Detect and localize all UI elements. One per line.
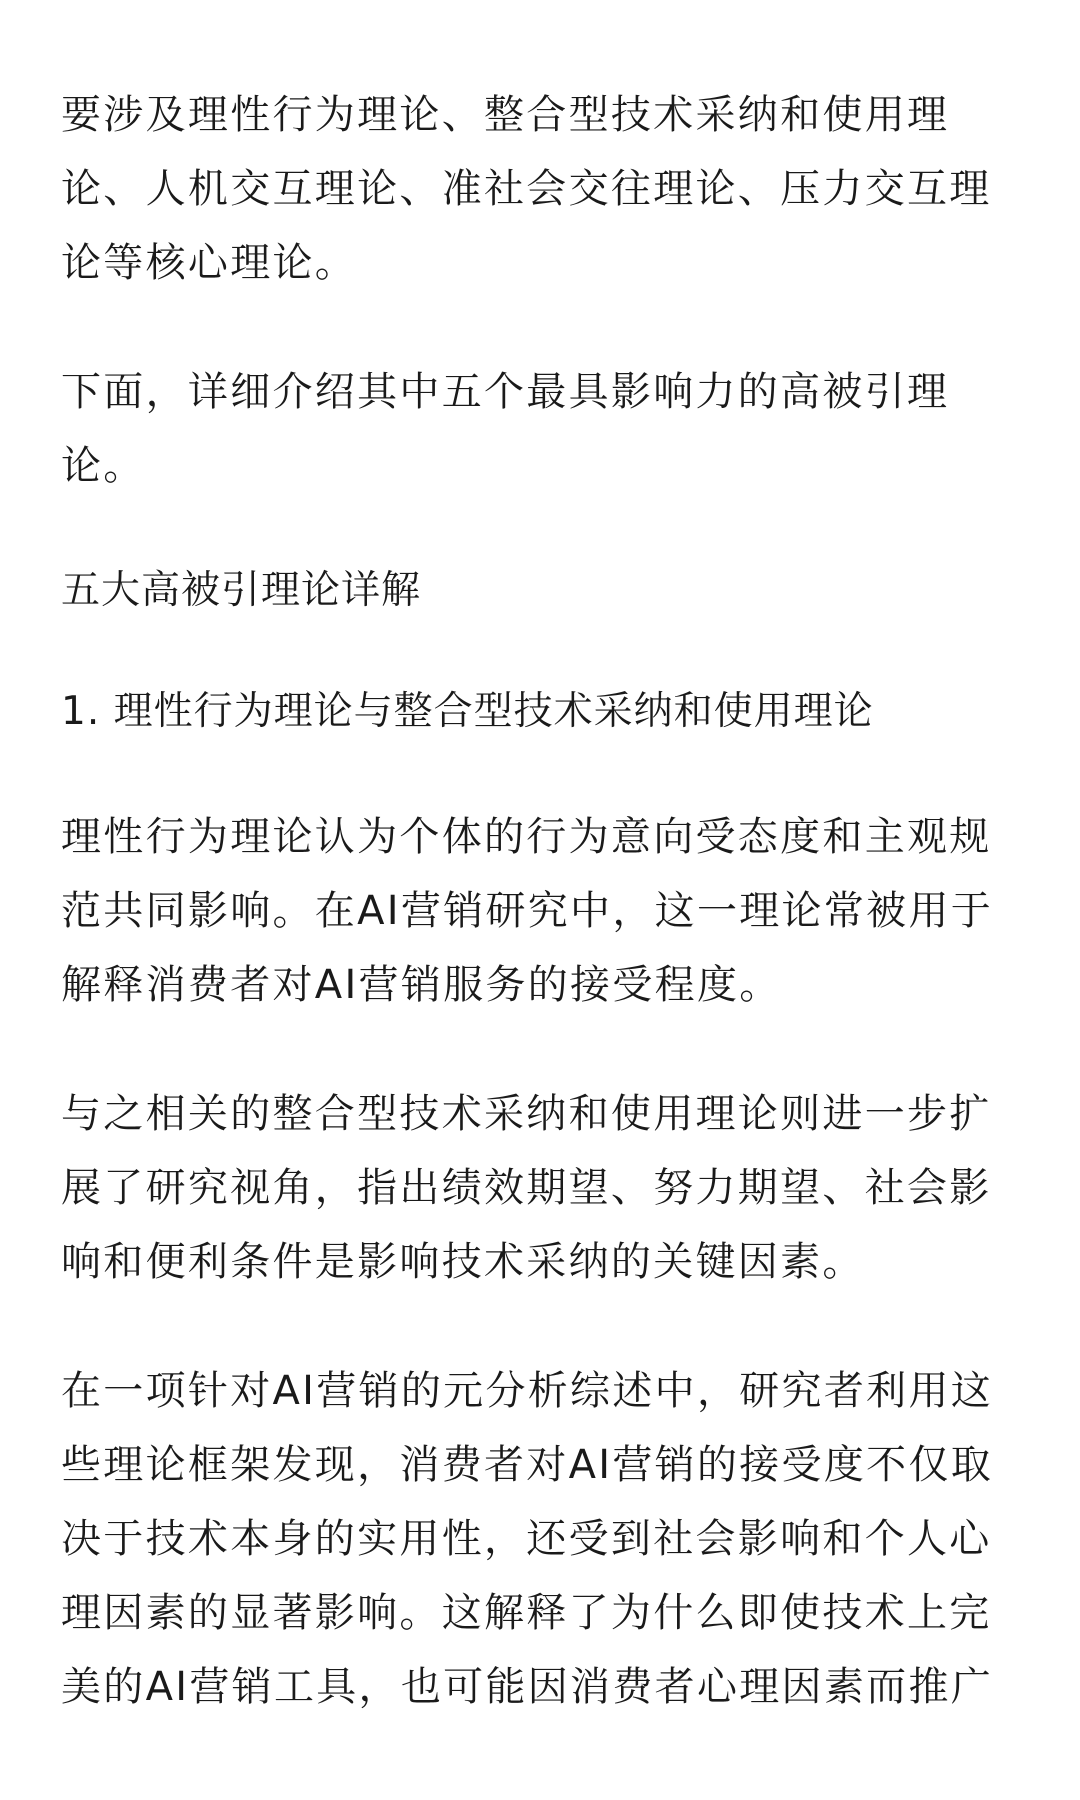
text-line: 范共同影响。在AI营销研究中，这一理论常被用于 (61, 888, 994, 934)
text-line: 决于技术本身的实用性，还受到社会影响和个人心 (61, 1516, 992, 1562)
text-line: 论等核心理论。 (61, 240, 358, 286)
text-line: 要涉及理性行为理论、整合型技术采纳和使用理 (61, 92, 950, 138)
text-line: 论。 (61, 443, 146, 489)
text-line: 与之相关的整合型技术采纳和使用理论则进一步扩 (61, 1091, 992, 1137)
text-line: 美的AI营销工具，也可能因消费者心理因素而推广 (61, 1664, 994, 1710)
paragraph-utaut (61, 1077, 1029, 1299)
text-line: 响和便利条件是影响技术采纳的关键因素。 (61, 1239, 865, 1285)
paragraph-intro-five (61, 355, 1029, 503)
text-line: 论、人机交互理论、准社会交往理论、压力交互理 (61, 166, 992, 212)
subsection-heading-1: 1. 理性行为理论与整合型技术采纳和使用理论 (61, 689, 874, 734)
text-line: 些理论框架发现，消费者对AI营销的接受度不仅取 (61, 1442, 994, 1488)
paragraph-meta-analysis (61, 1354, 1029, 1724)
paragraph-tra (61, 800, 1029, 1022)
section-heading: 五大高被引理论详解 (61, 568, 422, 613)
text-line: 理性行为理论认为个体的行为意向受态度和主观规 (61, 814, 992, 860)
text-line: 解释消费者对AI营销服务的接受程度。 (61, 962, 782, 1008)
text-line: 在一项针对AI营销的元分析综述中，研究者利用这 (61, 1368, 994, 1414)
text-line: 理因素的显著影响。这解释了为什么即使技术上完 (61, 1590, 992, 1636)
article-body (61, 78, 1029, 1724)
paragraph-intro-theories (61, 78, 1029, 300)
text-line: 下面，详细介绍其中五个最具影响力的高被引理 (61, 369, 950, 415)
text-line: 展了研究视角，指出绩效期望、努力期望、社会影 (61, 1165, 992, 1211)
